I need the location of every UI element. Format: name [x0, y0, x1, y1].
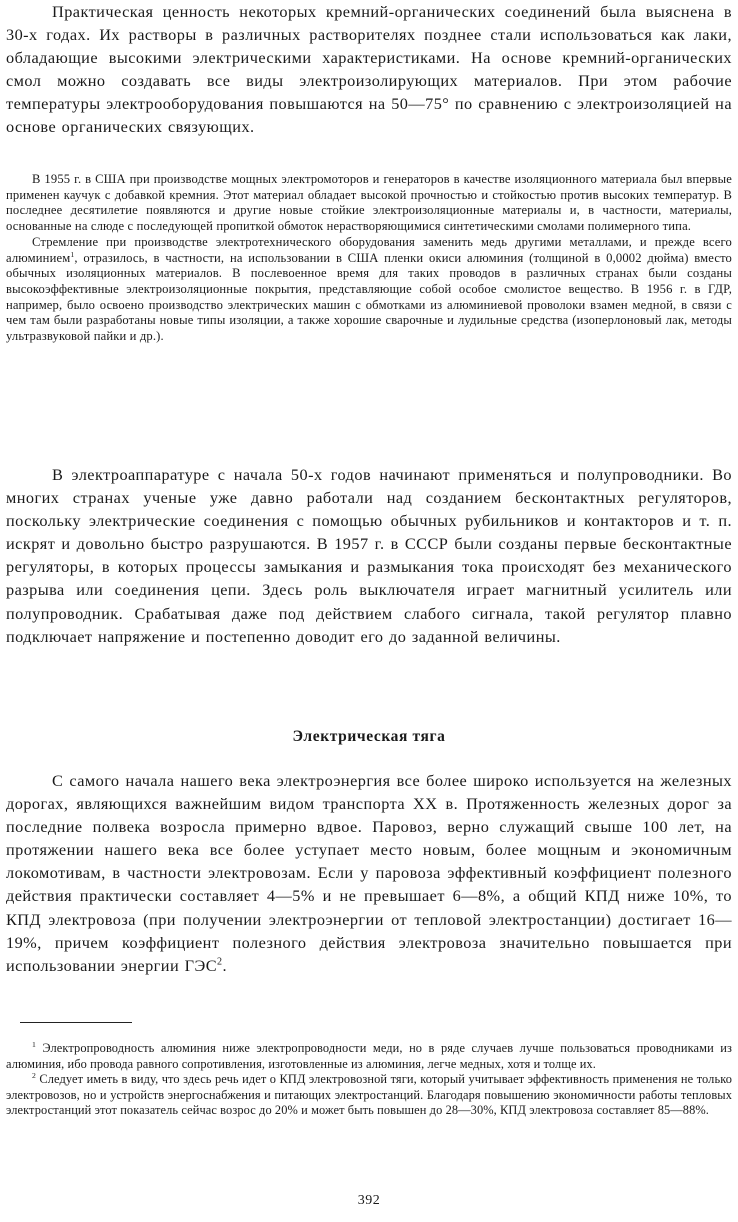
- paragraph-electric-traction-end: .: [222, 955, 228, 975]
- footnote-ref-1: 1: [70, 249, 75, 259]
- footnote-separator: [20, 1022, 132, 1023]
- small-paragraph-aluminium-text-1: Стремление при производстве электротехнического оборудования заменить медь другими металлами, и прежде всего алюминием: [6, 234, 732, 265]
- paragraph-electric-traction-text: С самого начала нашего века электроэнергия все более широко используется на железных дорогах, являющихся важнейшим видом транспорта XX в. Протяженность железных дорог за последние полвека возросла примерно вдвое. Паровоз, верно служащий свыше 100 лет, на протяжении нашего века все более уступает место новым, более мощным и экономичным локомотивам, в частности электровозам. Если у паровоза эффективный коэффициент полезного действия практически составляет 4—5% и не превышает 6—8%, а общий КПД ниже 10%, то КПД электровоза (при получении электроэнергии от тепловой электростанции) достигает 16—19%, причем коэффициент полезного действия электровоза значительно повышается при использовании энергии ГЭС: [6, 771, 732, 975]
- footnote-1-marker: 1: [32, 1039, 36, 1049]
- section-heading: Электрическая тяга: [292, 728, 446, 745]
- footnote-2-marker: 2: [32, 1071, 36, 1081]
- paragraph-semiconductors: В электроаппаратуре с начала 50-х годов начинают применяться и полупроводники. Во многих странах ученые уже давно работали над созданием бесконтактных регуляторов, поскольку электрические соединения с помощью обычных рубильников и контакторов и т. п. искрят и довольно быстро разрушаются. В 1957 г. в СССР были созданы первые бесконтактные регуляторы, в которых процессы замыкания и размыкания тока происходят без механического разрыва или соединения цепи. Здесь роль выключателя играет магнитный усилитель или полупроводник. Срабатывая даже под действием слабого сигнала, такой регулятор плавно подключает напряжение и постепенно доводит его до заданной величины.: [6, 465, 732, 646]
- footnote-2: [6, 1072, 732, 1119]
- footnote-ref-2: 2: [217, 956, 223, 968]
- small-print-block: [6, 172, 732, 345]
- page-number: 392: [357, 1193, 381, 1208]
- small-paragraph-aluminium: [6, 235, 732, 345]
- footnote-1-text: Электропроводность алюминия ниже электропроводности меди, но в ряде случаев лучше пользоваться проводниками из алюминия, ибо провода равного сопротивления, изготовленные из алюминия, легче медных, хотя и толще их.: [6, 1041, 732, 1071]
- footnote-2-text: Следует иметь в виду, что здесь речь идет о КПД электровозной тяги, который учитывает эффективность применения не только электровозов, но и устройств энергоснабжения и питающих электростанций. Благодаря повышению экономичности работы тепловых электростанций этот показатель сейчас возрос до 20% и может быть повышен до 28—30%, КПД электровоза составляет 85—88%.: [6, 1072, 733, 1118]
- small-paragraph-aluminium-text-2: , отразилось, в частности, на использовании в США пленки окиси алюминия (толщиной в 0,0002 дюйма) вместо обычных изоляционных материалов. В послевоенное время для таких проводов в различных странах были созданы высокоэффективные электроизоляционные покрытия, представляющие собой особое смолистое вещество. В 1956 г. в ГДР, например, было освоено производство электрических машин с обмотками из алюминиевой проволоки взамен медной, в связи с чем там были разработаны новые типы изоляции, а также хорошие сварочные и лудильные средства (изоперлоновый лак, методы ультразвуковой пайки и др.).: [6, 250, 732, 344]
- small-paragraph-rubber-insulation: В 1955 г. в США при производстве мощных электромоторов и генераторов в качестве изоляционного материала был впервые применен каучук с добавкой кремния. Этот материал обладает высокой прочностью и стойкостью против высоких температур. В последнее десятилетие появляются и другие новые стойкие электроизоляционные материалы и, в частности, материалы, основанные на слюде с последующей пропиткой обмоток нерастворяющимися синтетическими смолами полимерного типа.: [6, 172, 732, 234]
- footnotes: [6, 1041, 732, 1119]
- paragraph-electric-traction: [6, 769, 732, 977]
- footnote-1: [6, 1041, 732, 1072]
- paragraph-silicon-organic: Практическая ценность некоторых кремний-органических соединений была выяснена в 30-х годах. Их растворы в различных растворителях позднее стали использоваться как лаки, обладающие высокими электрическими характеристиками. На основе кремний-органических смол можно создавать все виды электроизолирующих материалов. При этом рабочие температуры электрооборудования повышаются на 50—75° по сравнению с электроизоляцией на основе органических связующих.: [6, 2, 732, 137]
